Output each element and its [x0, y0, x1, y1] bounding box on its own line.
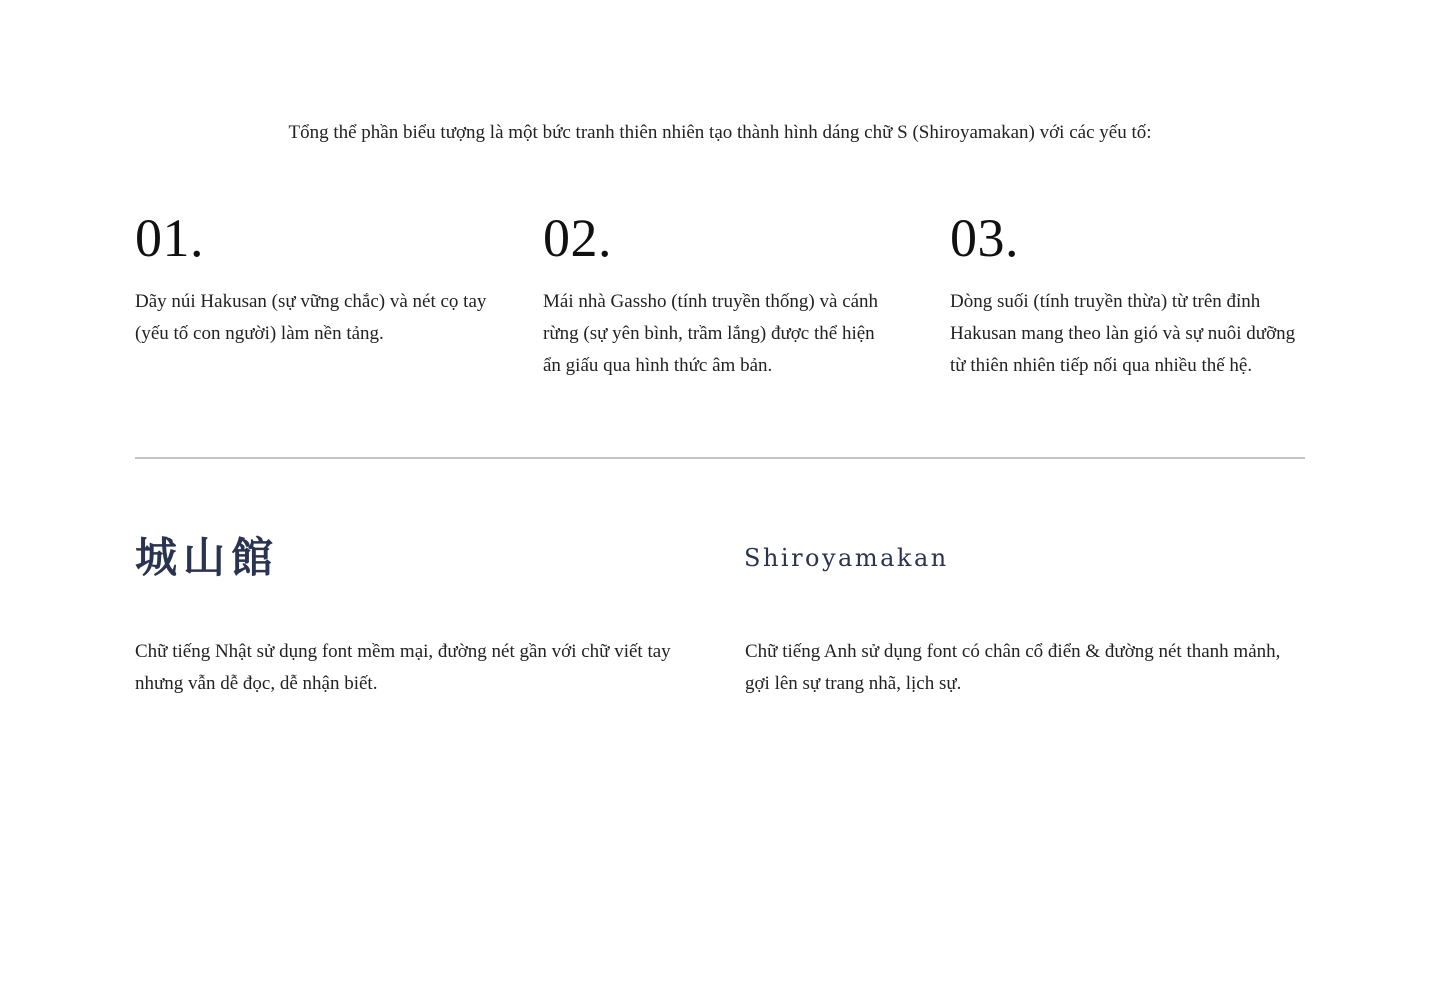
intro-text: Tổng thể phần biểu tượng là một bức tranh thiên nhiên tạo thành hình dáng chữ S (Shiroyamakan) với các yếu tố:: [288, 122, 1152, 143]
english-font-description: Chữ tiếng Anh sử dụng font có chân cổ điển & đường nét thanh mảnh, gợi lên sự trang nhã, lịch sự.: [745, 641, 1281, 694]
element-description: Dãy núi Hakusan (sự vững chắc) và nét cọ tay (yếu tố con người) làm nền tảng.: [135, 291, 487, 344]
elements-section: [135, 206, 1305, 406]
element-number: 02.: [543, 208, 612, 268]
japanese-font-description: Chữ tiếng Nhật sử dụng font mềm mại, đường nét gần với chữ viết tay nhưng vẫn dễ đọc, dễ nhận biết.: [135, 641, 671, 694]
english-logotype: Shiroyamakan: [744, 544, 949, 572]
element-item-3: [950, 206, 1305, 382]
section-divider: [135, 457, 1305, 459]
element-number: 01.: [135, 208, 204, 268]
element-item-2: [543, 206, 893, 382]
element-description: Mái nhà Gassho (tính truyền thống) và cánh rừng (sự yên bình, trầm lắng) được thể hiện ẩn giấu qua hình thức âm bản.: [543, 291, 879, 376]
element-number: 03.: [950, 208, 1019, 268]
element-item-1: [135, 206, 495, 350]
element-description: Dòng suối (tính truyền thừa) từ trên đỉnh Hakusan mang theo làn gió và sự nuôi dưỡng từ thiên nhiên tiếp nối qua nhiều thế hệ.: [950, 291, 1296, 376]
japanese-logotype: 城山館: [135, 533, 280, 582]
